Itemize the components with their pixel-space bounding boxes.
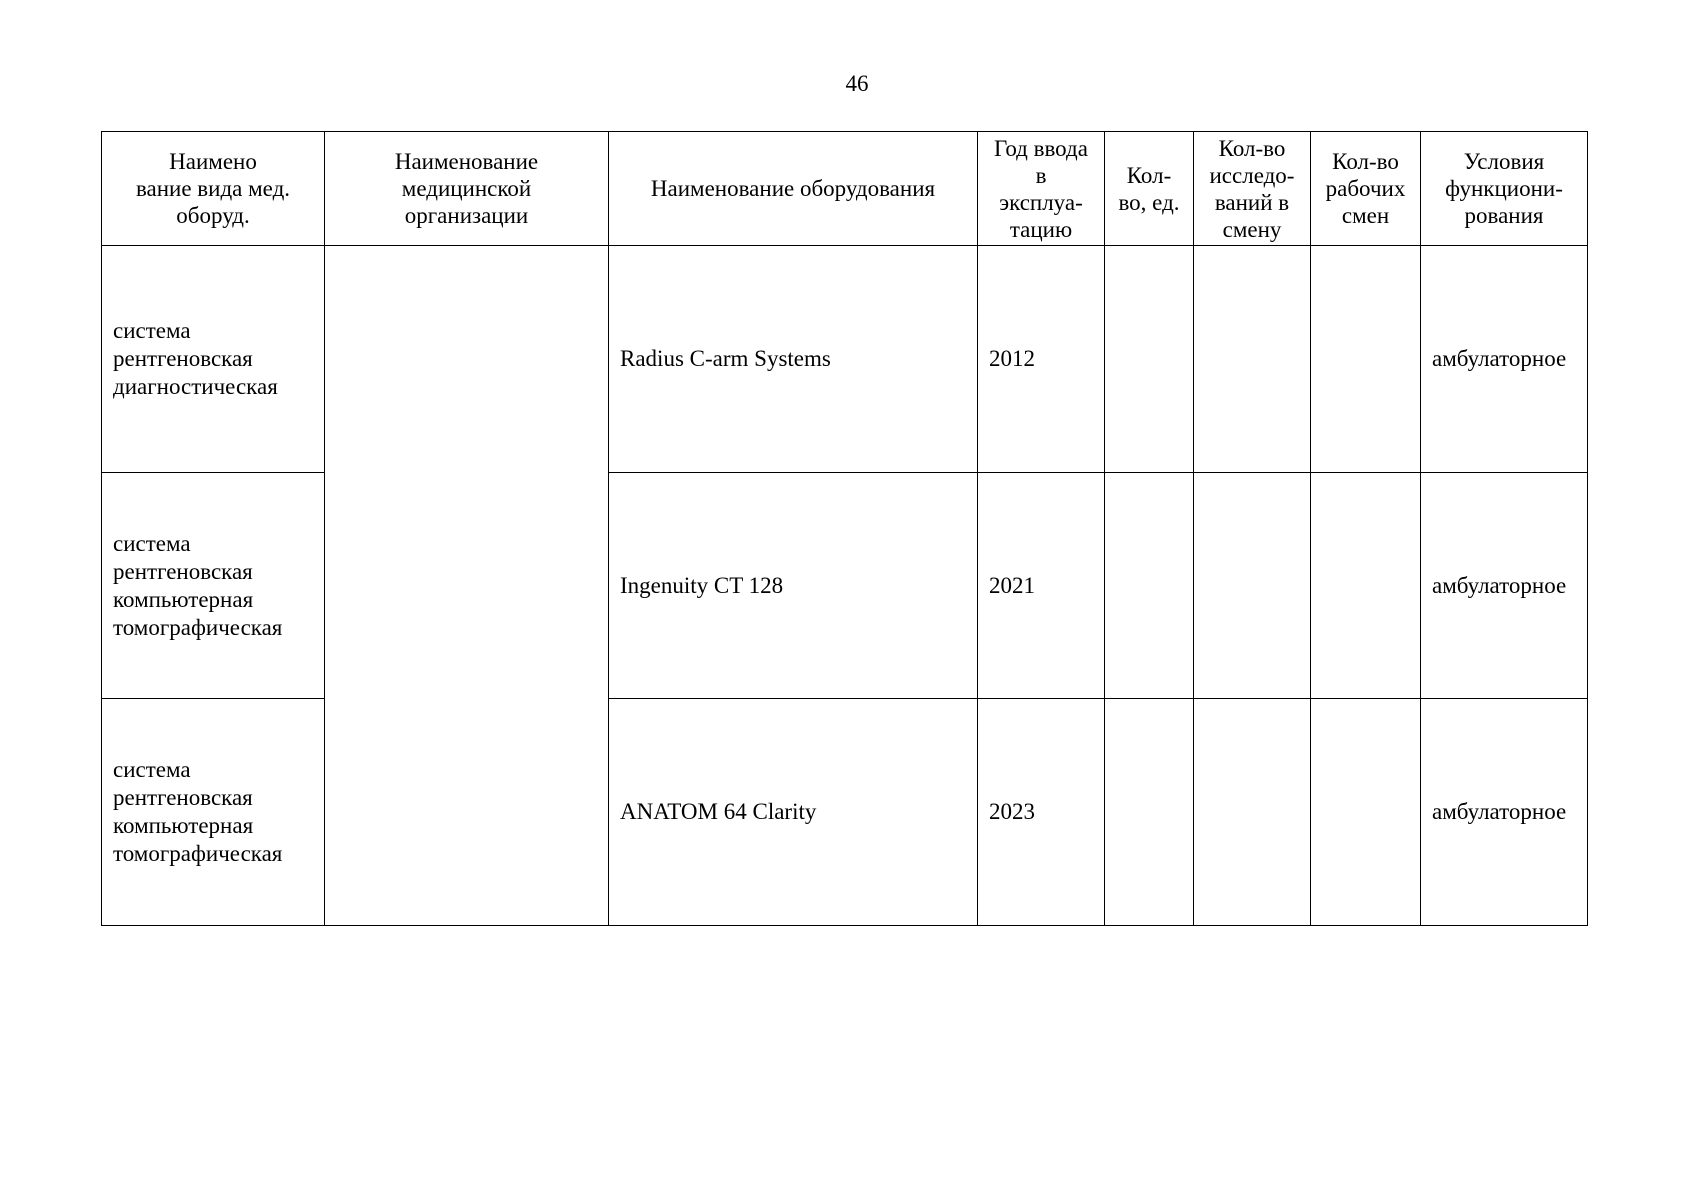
cell-studies-per-shift: [1194, 246, 1311, 473]
cell-work-shifts: [1311, 699, 1421, 926]
cell-equipment-name: Radius C-arm Systems: [609, 246, 978, 473]
table-row: [102, 473, 1588, 699]
header-studies-per-shift: Кол-во исследо- ваний в смену: [1194, 132, 1311, 246]
cell-quantity: [1105, 699, 1194, 926]
header-quantity: Кол- во, ед.: [1105, 132, 1194, 246]
cell-equipment-name: Ingenuity CT 128: [609, 473, 978, 699]
cell-equipment-type: система рентгеновская диагностическая: [102, 246, 325, 473]
equipment-table: [101, 131, 1588, 926]
table-header-row: [102, 132, 1588, 246]
cell-work-shifts: [1311, 246, 1421, 473]
cell-equipment-name: ANATOM 64 Clarity: [609, 699, 978, 926]
page-number: 46: [845, 71, 869, 96]
cell-commissioning-year: 2021: [978, 473, 1105, 699]
cell-work-shifts: [1311, 473, 1421, 699]
table-row: [102, 246, 1588, 473]
cell-studies-per-shift: [1194, 699, 1311, 926]
cell-equipment-type: система рентгеновская компьютерная томографическая: [102, 699, 325, 926]
header-equipment-type: Наимено вание вида мед. оборуд.: [102, 132, 325, 246]
cell-operating-conditions: амбулаторное: [1421, 246, 1588, 473]
table-row: [102, 699, 1588, 926]
header-equipment-name: Наименование оборудования: [609, 132, 978, 246]
cell-equipment-type: система рентгеновская компьютерная томографическая: [102, 473, 325, 699]
cell-studies-per-shift: [1194, 473, 1311, 699]
header-organization: Наименование медицинской организации: [325, 132, 609, 246]
cell-operating-conditions: амбулаторное: [1421, 699, 1588, 926]
header-work-shifts: Кол-во рабочих смен: [1311, 132, 1421, 246]
cell-operating-conditions: амбулаторное: [1421, 473, 1588, 699]
cell-quantity: [1105, 473, 1194, 699]
cell-quantity: [1105, 246, 1194, 473]
cell-organization: [325, 246, 609, 926]
header-operating-conditions: Условия функциони- рования: [1421, 132, 1588, 246]
cell-commissioning-year: 2012: [978, 246, 1105, 473]
header-commissioning-year: Год ввода в эксплуа- тацию: [978, 132, 1105, 246]
cell-commissioning-year: 2023: [978, 699, 1105, 926]
